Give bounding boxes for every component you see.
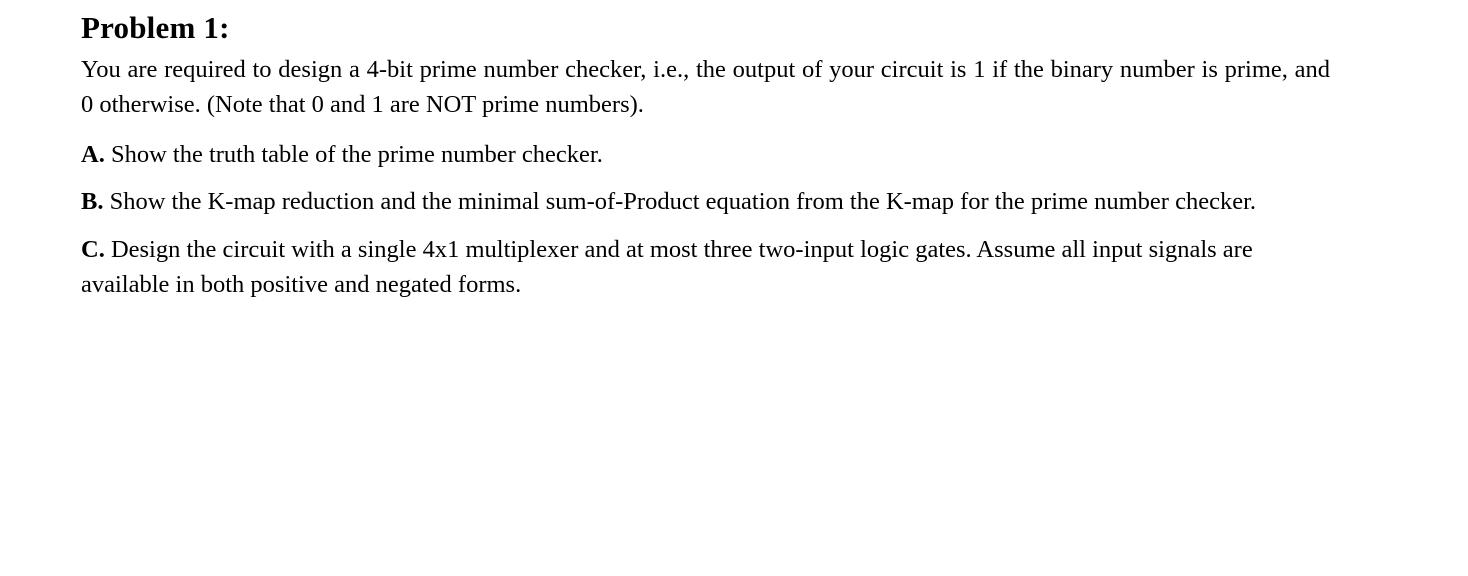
part-b-text: Show the K-map reduction and the minimal sum-of-Product equation from the K-map for the prime number checker. bbox=[103, 188, 1257, 216]
problem-part-b bbox=[81, 184, 1330, 220]
problem-part-a bbox=[81, 137, 1330, 173]
part-a-label: A. bbox=[81, 140, 105, 168]
part-c-label: C. bbox=[81, 235, 105, 263]
part-a-text: Show the truth table of the prime number checker. bbox=[104, 140, 603, 168]
part-c-text: Design the circuit with a single 4x1 multiplexer and at most three two-input logic gates. Assume all input signals are available in both positive and negated forms. bbox=[81, 235, 1253, 299]
document-content bbox=[81, 10, 1330, 303]
part-b-label: B. bbox=[81, 188, 104, 216]
problem-part-c bbox=[81, 232, 1330, 303]
page-title: Problem 1: bbox=[81, 10, 230, 45]
problem-intro-paragraph: You are required to design a 4-bit prime number checker, i.e., the output of your circuit is 1 if the binary number is prime, and 0 otherwise. (Note that 0 and 1 are NOT prime numbers). bbox=[81, 55, 1330, 119]
